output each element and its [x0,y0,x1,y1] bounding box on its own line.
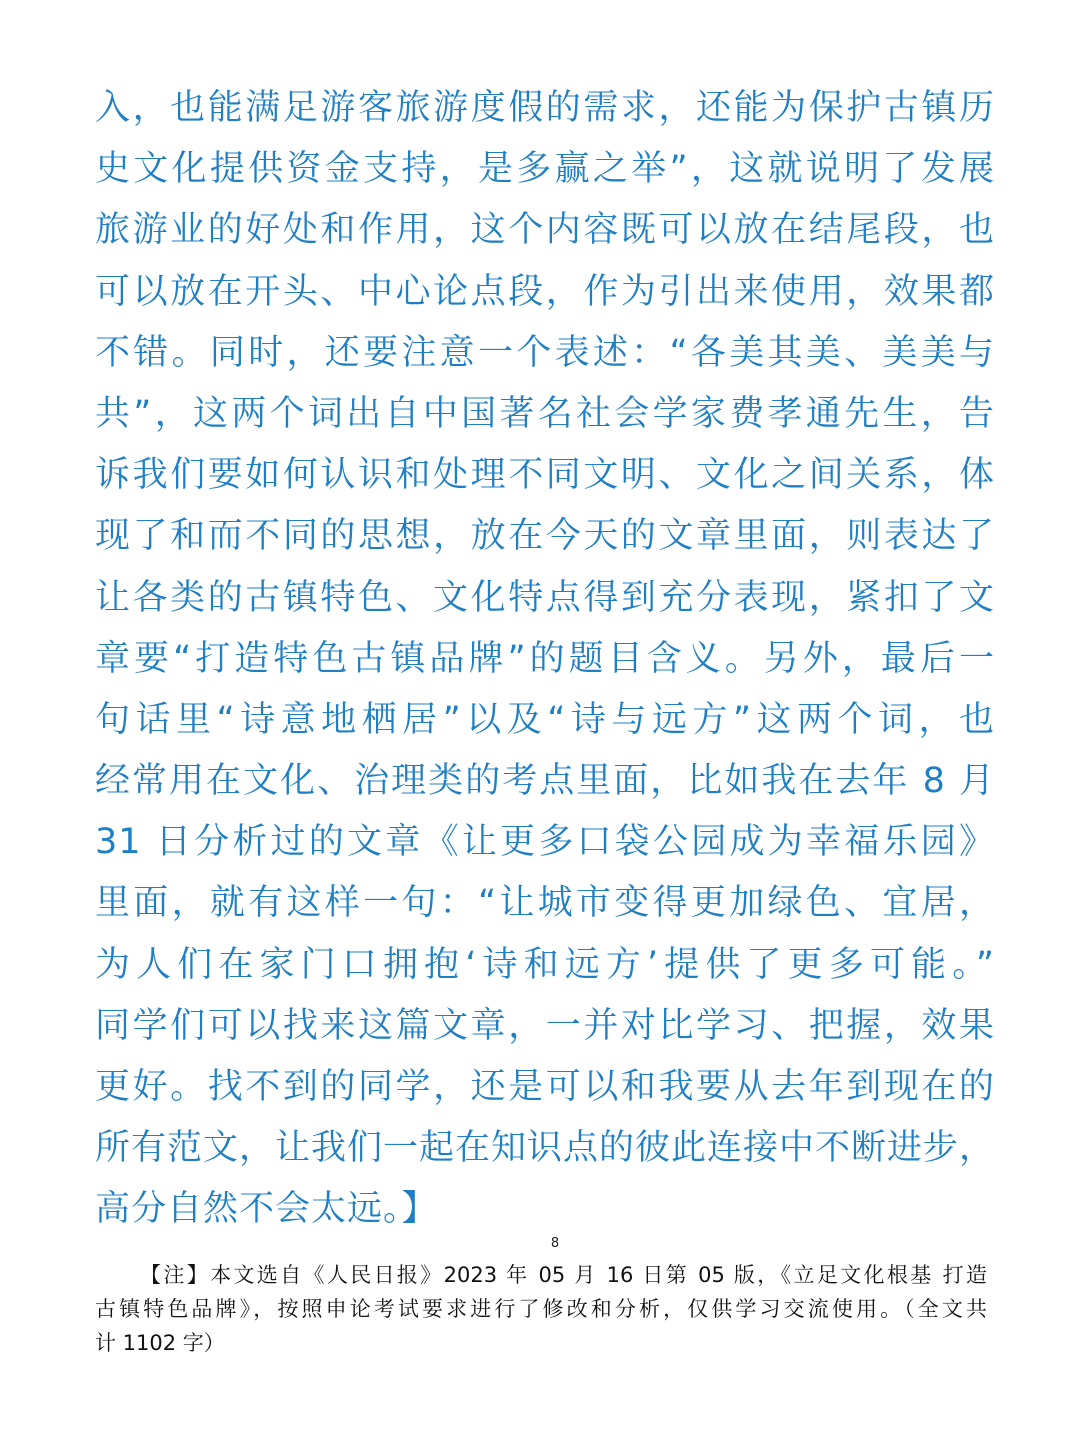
note-line: 【注】本文选自《人民日报》2023 年 05 月 16 日第 05 版，《立足文化根基 打造 [140,1263,987,1287]
note-line: 计 1102 字） [95,1331,225,1355]
body-line: 更好。找不到的同学，还是可以和我要从去年到现在的 [95,1067,995,1107]
body-line: 章要“打造特色古镇品牌”的题目含义。另外，最后一 [95,638,995,679]
body-line: 高分自然不会太远。】 [95,1189,438,1230]
body-line: 共”，这两个词出自中国著名社会学家费孝通先生，告 [95,393,995,434]
body-line: 经常用在文化、治理类的考点里面，比如我在去年 8 月 [95,761,995,802]
body-line: 现了和而不同的思想，放在今天的文章里面，则表达了 [95,516,995,557]
article-body [95,78,995,1241]
source-note [95,1258,987,1360]
body-line: 里面，就有这样一句：“让城市变得更加绿色、宜居， [95,883,995,924]
body-line: 句话里“诗意地栖居”以及“诗与远方”这两个词，也 [95,699,995,740]
body-line: 31 日分析过的文章《让更多口袋公园成为幸福乐园》 [95,822,995,863]
body-line: 可以放在开头、中心论点段，作为引出来使用，效果都 [95,271,995,312]
body-line: 让各类的古镇特色、文化特点得到充分表现，紧扣了文 [95,577,995,618]
body-line: 旅游业的好处和作用，这个内容既可以放在结尾段，也 [95,210,995,251]
body-line: 史文化提供资金支持，是多赢之举”，这就说明了发展 [95,149,995,190]
page-number: 8 [550,1236,560,1251]
body-line: 不错。同时，还要注意一个表述：“各美其美、美美与 [95,332,995,373]
body-line: 入，也能满足游客旅游度假的需求，还能为保护古镇历 [95,88,995,128]
body-line: 为人们在家门口拥抱‘诗和远方’提供了更多可能。” [95,944,995,985]
body-line: 同学们可以找来这篇文章，一并对比学习、把握，效果 [95,1005,995,1046]
note-line: 古镇特色品牌》，按照申论考试要求进行了修改和分析，仅供学习交流使用。（全文共 [95,1297,987,1321]
body-line: 诉我们要如何认识和处理不同文明、文化之间关系，体 [95,455,995,496]
body-line: 所有范文，让我们一起在知识点的彼此连接中不断进步， [95,1128,996,1169]
